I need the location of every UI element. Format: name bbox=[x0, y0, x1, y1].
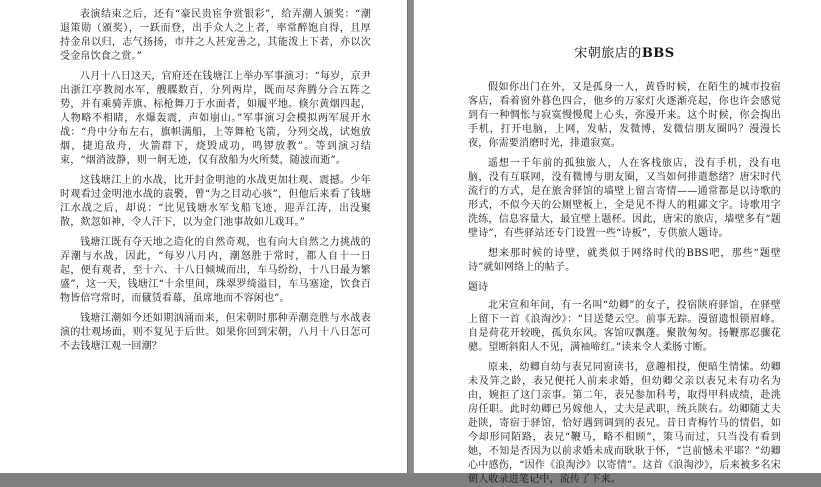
chapter-title bbox=[468, 42, 781, 61]
paragraph: 钱塘江潮如今还如期汹涌而来，但宋朝时那种弄潮竞胜与水战表演的壮观场面，则不复见于后世。如果你回到宋朝，八月十八日怎可不去钱塘江观一回潮？ bbox=[60, 313, 371, 352]
left-page bbox=[0, 0, 407, 473]
paragraph: 八月十八日这天，官府还在钱塘江上举办军事演习：“每岁，京尹出浙江亭教阅水军，艘艓数百，分列两岸，既而尽奔腾分合五阵之势，并有乘骑弄旗、标枪舞刀于水面者，如履平地。倏尔黄烟四起，人物略不相睹，水爆轰震，声如崩山。”军事演习会模拟两军展开水战：“舟中分布左右，旗帜满船，上等舞枪飞箭，分列交战，试炮放烟，捷追敌舟，火箭群下，烧毁成功，鸣锣放教”。等到演习结束，“烟消波静，则一舸无迹，仅有敌船为火所焚，随波而逝”。 bbox=[60, 71, 371, 166]
right-page bbox=[414, 0, 821, 485]
paragraph: 原来，幼卿自幼与表兄同窗读书，意趣相投，便暗生情愫。幼卿未及笄之龄，表兄便托人前来求婚，但幼卿父亲以表兄未有功名为由，婉拒了这门亲事。第二年，表兄参加科考，取得甲科成绩，赴洮房任职。此时幼卿已另嫁他人，丈夫是武职，统兵陕右。幼卿随丈夫赴陕，寄宿于驿馆，恰好遇到调到的表兄。昔日青梅竹马的情侣，如今却形同陌路，表兄“鞭马，略不相顾”，策马而过，只当没有看到她，不知是否因为以前求婚未成而耿耿于怀，“岂前憾未平耶？”幼卿心中感伤，“因作《浪淘沙》以寄情”。这首《浪淘沙》，后来被多名宋朝人收录进笔记中，流传了下来。 bbox=[468, 362, 781, 485]
chapter-title-text: 宋朝旅店的 bbox=[574, 46, 642, 61]
chapter-title-bbs: BBS bbox=[641, 46, 675, 61]
section-heading: 题诗 bbox=[468, 282, 488, 293]
paragraph: 这钱塘江上的水战，比开封金明池的水战更加壮观、震撼。少年时观看过金明池水战的袁褧，曾“为之目动心骇”，但他后来看了钱塘江水战之后，却说：“比见钱塘水军戈船飞迹，迎弄江涛，出没聚散，欻忽如神，令人汗下，以为金门池事故如儿戏耳。” bbox=[60, 175, 371, 228]
paragraph: 假如你出门在外，又是孤身一人，黄昏时候，在陌生的城市投宿客店，看着窗外暮色四合，他乡的万家灯火逐渐亮起，你也许会感觉到有一种惆怅与寂寞慢慢爬上心头，弥漫开来。这个时候，你会掏出手机，打开电脑，上网，发帖，发微博，发微信朋友圈吗？漫漫长夜，你需要消磨时光，排遣寂寞。 bbox=[468, 82, 781, 149]
paragraph: 想来那时候的诗壁，就类似于网络时代的BBS吧，那些“题壁诗”就如网络上的帖子。 bbox=[468, 248, 781, 273]
paragraph: 遥想一千年前的孤独旅人，人在客栈旅店，没有手机，没有电脑，没有互联网，没有微博与朋友圈，又当如何排遣愁绪？唐宋时代流行的方式，是在旅舍驿馆的墙壁上留言寄情——通常都是以诗歌的形式，不似今天的公厕壁板上，全是见不得人的粗鄙文字。诗歌用字洗练，信息容量大，最宜壁上题杯。因此，唐宋的旅店，墙壁多有“题壁诗”，有些驿站还专门设置一些“诗板”，专供旅人题诗。 bbox=[468, 158, 781, 239]
paragraph: 北宋宣和年间，有一名叫“幼卿”的女子，投宿陕府驿馆，在驿壁上留下一首《浪淘沙》：“目送楚云空。前事无踪。漫留遗恨锁眉峰。自是荷花开较晚，孤负东风。客馆叹飘蓬。聚散匆匆。扬鞭那忍骤花骢。望断斜阳人不见，满袖啼红。”读来令人柔肠寸断。 bbox=[468, 300, 781, 353]
paragraph: 钱塘江既有夺天地之造化的自然奇观，也有向大自然之力挑战的弄潮与水战，因此，“每岁八月内，潮怒胜于常时，都人自十一日起，便有观者，至十六、十八日倾城而出，车马纷纷，十八日最为繁盛”，这一天，钱塘江“十余里间，珠翠罗绮溢目，车马塞途，饮食百物皆倍穹常时，而僦赁看幕，虽席地而不容闲也”。 bbox=[60, 237, 371, 304]
page-divider bbox=[407, 0, 414, 473]
paragraph: 表演结束之后，还有“豪民贵宦争赏银彩”，给弄潮人颁奖：“潮退策勋（颁奖），一跃而登，出手众人之上者，率常醉饱自得，且厚持金帛以归，志气扬扬，市井之人甚宠善之，其能泼上下者，亦以次受金帛饮食之赏。” bbox=[60, 9, 371, 62]
